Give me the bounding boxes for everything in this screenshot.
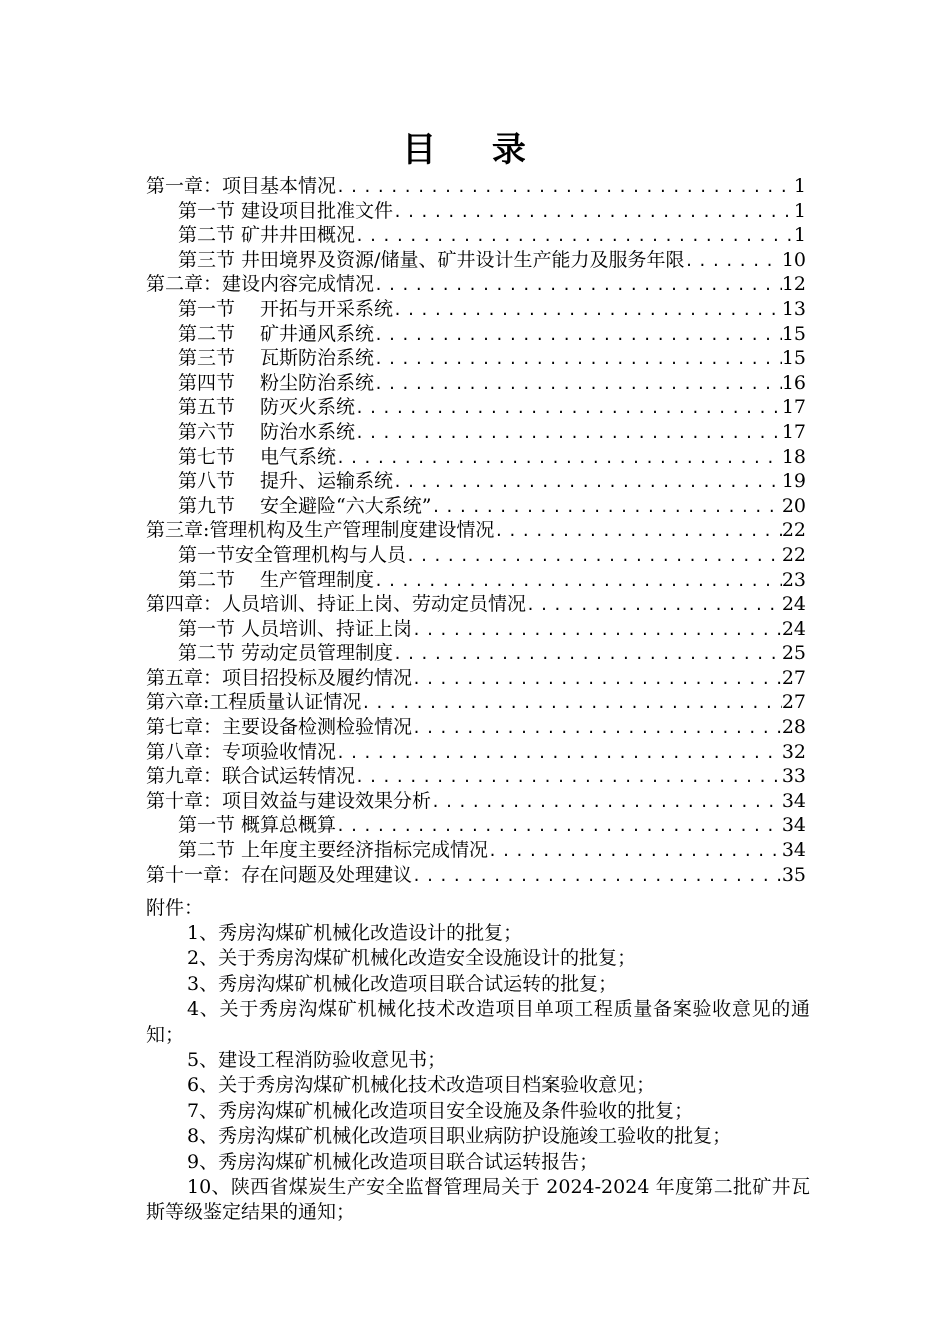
toc-entry[interactable]	[146, 272, 806, 297]
toc-entry-page: 1	[793, 175, 806, 197]
toc-entry-label: 第一节安全管理机构与人员	[178, 543, 407, 566]
toc-entry-label: 第八节 提升、运输系统	[178, 470, 394, 493]
toc-entry-label: 第七节 电气系统	[178, 445, 337, 468]
toc-entry-label: 第四节 粉尘防治系统	[178, 371, 375, 394]
toc-entry[interactable]	[146, 469, 806, 494]
attachment-item: 10、陕西省煤炭生产安全监督管理局关于 2024-2024 年度第二批矿井瓦斯等级鉴定结果的通知；	[146, 1176, 810, 1224]
toc-entry-label: 第八章：专项验收情况	[146, 740, 337, 763]
toc-entry[interactable]	[146, 863, 806, 888]
toc-entry[interactable]	[146, 764, 806, 789]
toc-entry[interactable]	[146, 740, 806, 765]
toc-entry-label: 第九节 安全避险“六大系统”	[178, 494, 432, 517]
toc-leader-dots	[374, 273, 782, 298]
toc-entry-page: 27	[781, 691, 806, 714]
toc-leader-dots	[684, 249, 781, 274]
toc-leader-dots	[374, 372, 782, 397]
toc-leader-dots	[393, 200, 794, 225]
toc-entry-page: 13	[781, 297, 806, 320]
attachment-item: 2、关于秀房沟煤矿机械化改造安全设施设计的批复；	[187, 947, 637, 970]
toc-leader-dots	[526, 593, 782, 618]
toc-entry[interactable]	[146, 371, 806, 396]
toc-leader-dots	[336, 175, 794, 200]
toc-entry-page: 15	[781, 347, 806, 370]
attachment-item: 6、关于秀房沟煤矿机械化技术改造项目档案验收意见；	[187, 1074, 656, 1097]
toc-entry[interactable]	[146, 666, 806, 691]
toc-entry-label: 第二节 矿井通风系统	[178, 322, 375, 345]
toc-entry-page: 22	[781, 543, 806, 566]
toc-entry-label: 第二节 上年度主要经济指标完成情况	[178, 839, 489, 862]
toc-leader-dots	[336, 814, 782, 839]
toc-entry[interactable]	[146, 592, 806, 617]
toc-entry-label: 第二章：建设内容完成情况	[146, 273, 375, 296]
toc-entry-page: 12	[781, 273, 806, 296]
toc-entry-page: 35	[781, 863, 806, 886]
toc-leader-dots	[393, 470, 782, 495]
attachment-item: 5、建设工程消防验收意见书；	[187, 1049, 447, 1072]
page-title: 目 录	[402, 130, 548, 170]
toc-entry-label: 第五节 防灭火系统	[178, 396, 356, 419]
attachment-item: 9、秀房沟煤矿机械化改造项目联合试运转报告；	[187, 1150, 599, 1173]
toc-entry-label: 第五章：项目招投标及履约情况	[146, 666, 413, 689]
attachment-item: 3、秀房沟煤矿机械化改造项目联合试运转的批复；	[187, 972, 618, 995]
toc-entry[interactable]	[146, 248, 806, 273]
toc-entry-page: 24	[781, 593, 806, 616]
toc-entry-page: 28	[781, 716, 806, 739]
toc-entry[interactable]	[146, 568, 806, 593]
toc-entry-label: 第六节 防治水系统	[178, 420, 356, 443]
toc-entry[interactable]	[146, 617, 806, 642]
toc-entry-page: 33	[781, 765, 806, 788]
toc-entry-page: 17	[781, 420, 806, 443]
toc-entry[interactable]	[146, 420, 806, 445]
toc-entry-page: 34	[781, 814, 806, 837]
toc-entry[interactable]	[146, 445, 806, 470]
toc-entry-label: 第三节 瓦斯防治系统	[178, 347, 375, 370]
toc-entry[interactable]	[146, 715, 806, 740]
toc-leader-dots	[488, 839, 782, 864]
toc-entry-page: 34	[781, 789, 806, 812]
toc-leader-dots	[355, 765, 782, 790]
toc-entry-page: 25	[781, 642, 806, 665]
toc-entry[interactable]	[146, 346, 806, 371]
attachment-item: 7、秀房沟煤矿机械化改造项目安全设施及条件验收的批复；	[187, 1099, 694, 1122]
toc-entry-page: 16	[781, 371, 806, 394]
attachment-item: 8、秀房沟煤矿机械化改造项目职业病防护设施竣工验收的批复；	[187, 1125, 732, 1148]
toc-entry[interactable]	[146, 813, 806, 838]
toc-entry[interactable]	[146, 518, 806, 543]
toc-entry-page: 15	[781, 322, 806, 345]
toc-leader-dots	[374, 347, 782, 372]
toc-leader-dots	[361, 691, 781, 716]
toc-leader-dots	[355, 224, 794, 249]
toc-entry[interactable]	[146, 297, 806, 322]
attachment-item: 1、秀房沟煤矿机械化改造设计的批复；	[187, 922, 523, 944]
toc-entry-page: 32	[781, 740, 806, 763]
toc-entry-page: 10	[781, 248, 806, 271]
toc-entry-page: 20	[781, 494, 806, 517]
toc-leader-dots	[494, 519, 781, 544]
toc-entry[interactable]	[146, 838, 806, 863]
toc-entry-page: 23	[781, 568, 806, 591]
toc-leader-dots	[412, 618, 782, 643]
toc-entry-label: 第一节 建设项目批准文件	[178, 199, 394, 222]
toc-entry[interactable]	[146, 494, 806, 519]
toc-entry[interactable]	[146, 641, 806, 666]
toc-entry-page: 24	[781, 617, 806, 640]
toc-entry-page: 18	[781, 445, 806, 468]
toc-entry-label: 第三章:管理机构及生产管理制度建设情况	[146, 519, 495, 542]
toc-leader-dots	[393, 298, 782, 323]
attachments-heading: 附件：	[146, 897, 204, 919]
toc-entry-label: 第二节 矿井井田概况	[178, 224, 356, 247]
toc-entry[interactable]	[146, 395, 806, 420]
toc-entry-page: 17	[781, 396, 806, 419]
toc-entry-label: 第一节 概算总概算	[178, 814, 337, 837]
toc-leader-dots	[355, 396, 782, 421]
toc-entry[interactable]	[146, 543, 806, 568]
toc-entry-label: 第三节 井田境界及资源/储量、矿井设计生产能力及服务年限	[178, 248, 685, 271]
toc-entry-label: 第六章:工程质量认证情况	[146, 691, 362, 714]
attachments-list	[146, 921, 810, 1226]
toc-entry[interactable]	[146, 789, 806, 814]
toc-entry-label: 第一节 开拓与开采系统	[178, 297, 394, 320]
toc-leader-dots	[431, 495, 781, 520]
toc-entry-label: 第二节 生产管理制度	[178, 568, 375, 591]
toc-leader-dots	[406, 544, 782, 569]
toc-entry[interactable]	[146, 174, 806, 199]
toc-entry-page: 1	[793, 199, 806, 222]
toc-entry[interactable]	[146, 199, 806, 224]
toc-entry-label: 第十一章：存在问题及处理建议	[146, 863, 413, 886]
attachment-item: 4、关于秀房沟煤矿机械化技术改造项目单项工程质量备案验收意见的通知；	[146, 998, 810, 1046]
toc-entry[interactable]	[146, 690, 806, 715]
toc-leader-dots	[336, 446, 782, 471]
toc-entry-label: 第一章：项目基本情况	[146, 175, 337, 197]
toc-entry-label: 第九章：联合试运转情况	[146, 765, 356, 788]
toc-leader-dots	[431, 790, 782, 815]
toc-entry[interactable]	[146, 223, 806, 248]
toc-entry[interactable]	[146, 322, 806, 347]
table-of-contents	[146, 174, 806, 887]
toc-entry-page: 19	[781, 470, 806, 493]
toc-leader-dots	[412, 716, 782, 741]
toc-leader-dots	[374, 323, 782, 348]
toc-leader-dots	[393, 642, 782, 667]
toc-leader-dots	[412, 667, 782, 692]
toc-entry-label: 第二节 劳动定员管理制度	[178, 642, 394, 665]
toc-entry-label: 第十章：项目效益与建设效果分析	[146, 789, 432, 812]
toc-entry-label: 第一节 人员培训、持证上岗	[178, 617, 413, 640]
toc-leader-dots	[336, 741, 782, 766]
toc-leader-dots	[374, 569, 782, 594]
toc-entry-page: 22	[781, 519, 806, 542]
toc-leader-dots	[355, 421, 782, 446]
toc-entry-page: 34	[781, 839, 806, 862]
toc-entry-page: 1	[793, 224, 806, 247]
toc-entry-label: 第七章：主要设备检测检验情况	[146, 716, 413, 739]
toc-leader-dots	[412, 864, 782, 889]
toc-entry-label: 第四章：人员培训、持证上岗、劳动定员情况	[146, 593, 527, 616]
toc-entry-page: 27	[781, 666, 806, 689]
